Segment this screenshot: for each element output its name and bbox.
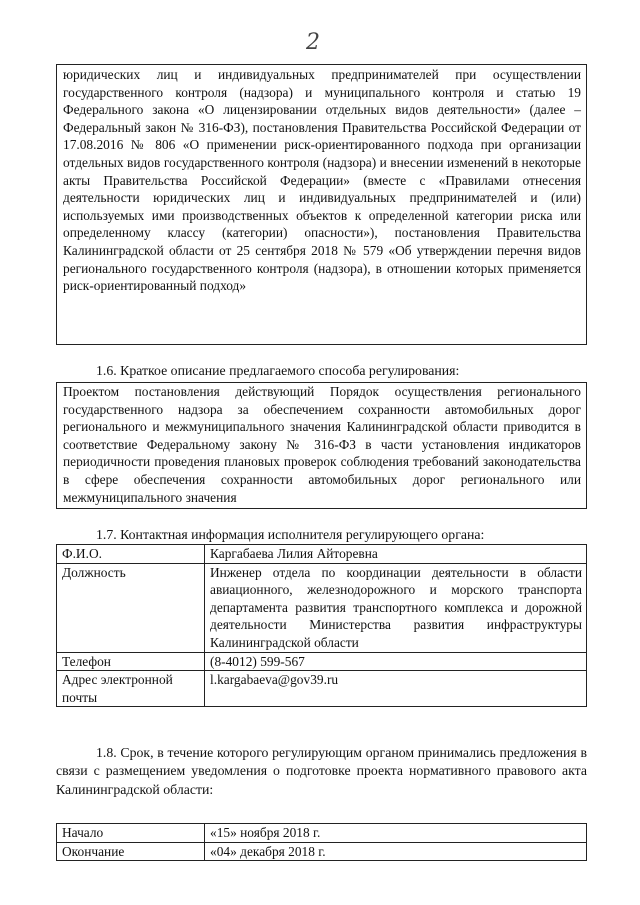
section-1-7-heading: 1.7. Контактная информация исполнителя регулирующего органа: [96,527,485,542]
page-number: 2 [306,30,320,55]
legal-basis-text: юридических лиц и индивидуальных предпринимателей при осуществлении государственного контроля (надзора) и муниципального контроля и статью 19 Федерального закона «О лицензировании отдельных видов деятельности» (далее – Федеральный закон № 316-ФЗ), постановления Правительства Российской Федерации от 17.08.2016 № 806 «О применении риск-ориентированного подхода при организации отдельных видов государственного контроля (надзора) и внесении изменений в некоторые акты Правительства Российской Федерации» (вместе с «Правилами отнесения деятельности юридических лиц и индивидуальных предпринимателей и (или) используемых ими производственных объектов к определенной категории риска или определенному классу (категории) опасности»), постановления Правительства Калининградской области от 25 сентября 2018 № 579 «Об утверждении перечня видов регионального государственного контроля (надзора), в отношении которых применяется риск-ориентированный подход» [63,67,581,294]
email-value[interactable]: l.kargabaeva@gov39.ru [205,671,587,707]
fio-value: Каргабаева Лилия Айторевна [205,545,587,564]
position-value: Инженер отдела по координации деятельности в области авиационного, железнодорожного и морского транспорта департамента развития транспортного комплекса и дорожной деятельности Министерства развития инфраструктуры Калининградской области [205,563,587,652]
table-row [57,824,587,843]
start-label: Начало [57,824,205,843]
period-table [56,823,587,861]
legal-basis-box [56,64,587,345]
table-row [57,671,587,707]
fio-label: Ф.И.О. [57,545,205,564]
end-label: Окончание [57,842,205,861]
contact-table [56,544,587,707]
table-row [57,842,587,861]
table-row [57,652,587,671]
regulation-method-box [56,382,587,509]
table-row [57,563,587,652]
email-label: Адрес электронной почты [57,671,205,707]
regulation-method-text: Проектом постановления действующий Порядок осуществления регионального государственного надзора за обеспечением сохранности автомобильных дорог регионального и межмуниципального значения Калининградской области приводится в соответствие Федеральному закону № 316-ФЗ в части установления индикаторов периодичности проведения плановых проверок соблюдения требований законодательства в сфере обеспечения сохранности автомобильных дорог регионального или межмуниципального значения [63,384,581,505]
start-value: «15» ноября 2018 г. [205,824,587,843]
table-row [57,545,587,564]
phone-value: (8-4012) 599-567 [205,652,587,671]
phone-label: Телефон [57,652,205,671]
position-label: Должность [57,563,205,652]
end-value: «04» декабря 2018 г. [205,842,587,861]
section-1-8-text: 1.8. Срок, в течение которого регулирующим органом принимались предложения в связи с размещением уведомления о подготовке проекта нормативного правового акта Калининградской области: [56,745,587,797]
section-1-6-heading: 1.6. Краткое описание предлагаемого способа регулирования: [96,363,460,378]
